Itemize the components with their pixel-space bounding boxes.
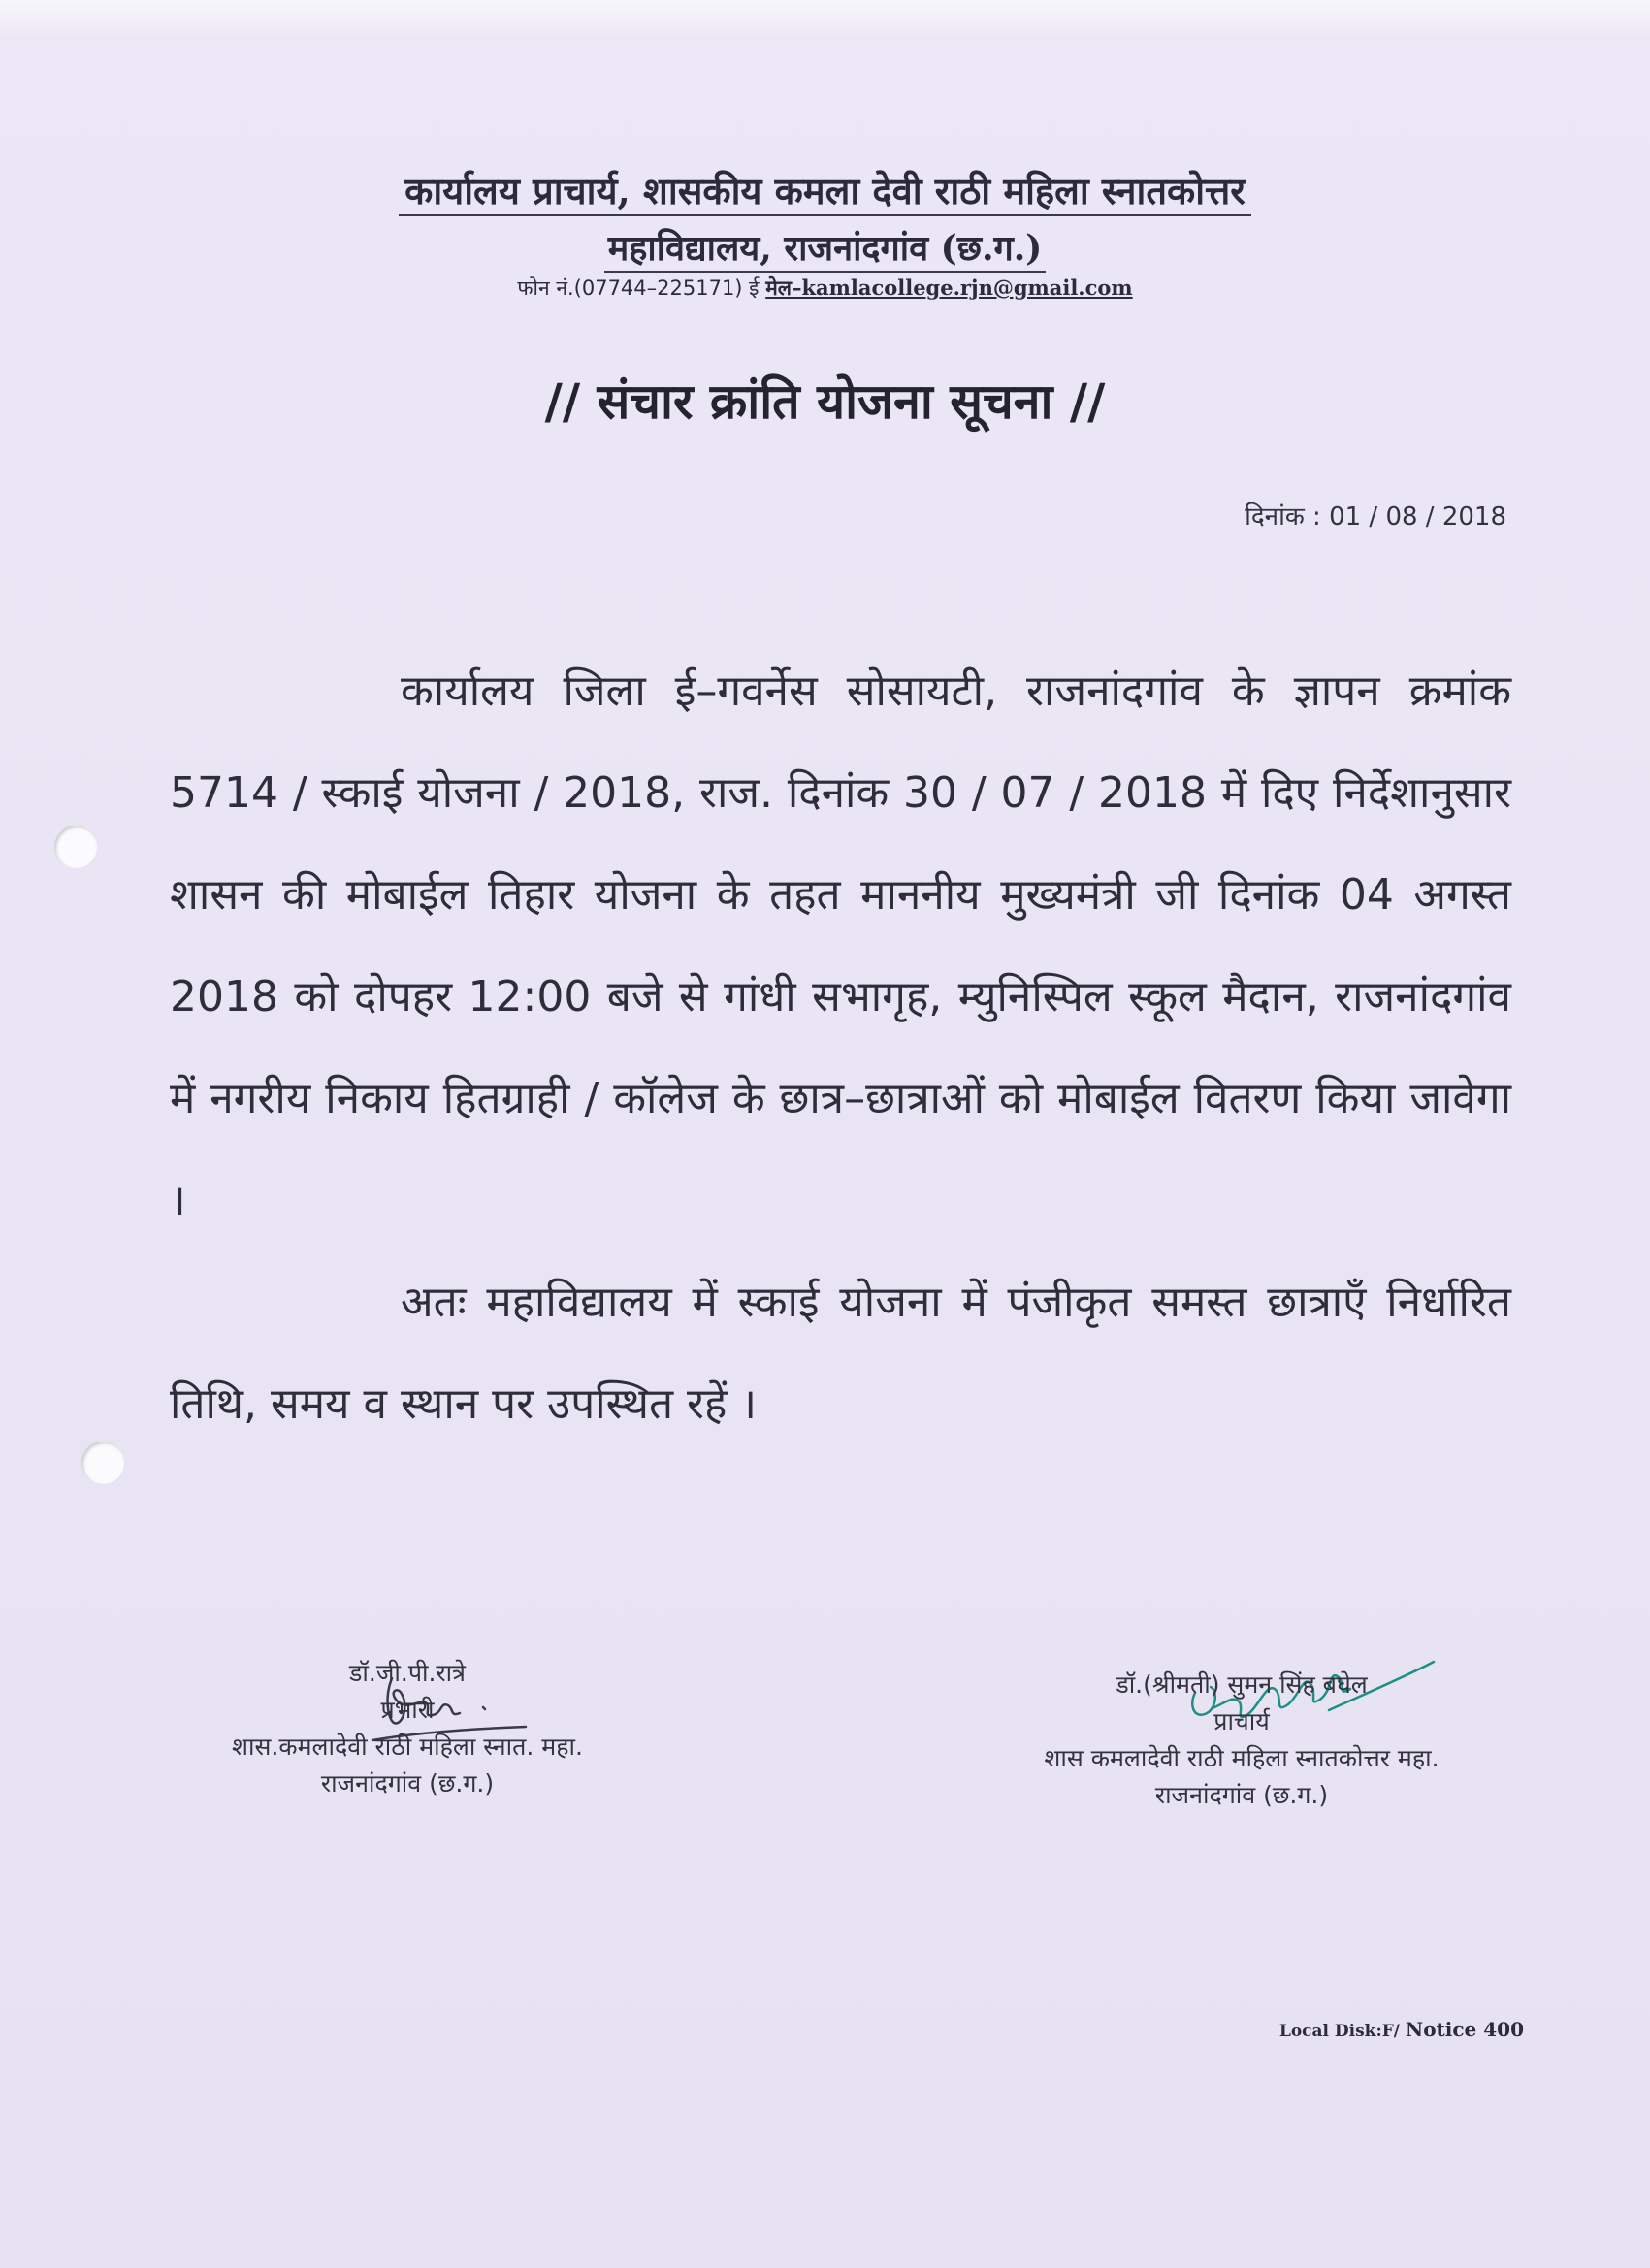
footer-notice-number: Notice 400 <box>1405 2018 1524 2041</box>
signatory-right <box>960 1667 1523 1814</box>
letterhead-college-location: महाविद्यालय, राजनांदगांव (छ.ग.) <box>604 228 1047 273</box>
letterhead-line-2 <box>0 223 1650 271</box>
footer-path: Local Disk:F/ <box>1278 2022 1400 2041</box>
signatory-right-designation: प्राचार्य <box>1213 1707 1270 1735</box>
signatory-right-name: डॉ.(श्रीमती) सुमन सिंह बघेल <box>1116 1670 1368 1699</box>
email-text: मेल–kamlacollege.rjn@gmail.com <box>765 275 1133 300</box>
body-paragraph-2: अतः महाविद्यालय में स्काई योजना में पंजीकृत समस्त छात्राएँ निर्धारित तिथि, समय व स्थान पर उपस्थित रहें । <box>170 1278 1511 1429</box>
signatory-left <box>155 1655 660 1802</box>
letterhead-line-1 <box>0 165 1650 215</box>
signatory-right-location: राजनांदगांव (छ.ग.) <box>1154 1781 1329 1809</box>
footer-reference <box>1279 2018 1524 2041</box>
notice-date: दिनांक : 01 / 08 / 2018 <box>1245 502 1506 532</box>
signatory-left-name: डॉ.जी.पी.रात्रे <box>349 1659 466 1687</box>
notice-body <box>170 640 1511 1455</box>
signatory-left-location: राजनांदगांव (छ.ग.) <box>320 1769 495 1798</box>
signatory-right-institution: शास कमलादेवी राठी महिला स्नातकोत्तर महा. <box>1044 1744 1440 1772</box>
signatory-left-institution: शास.कमलादेवी राठी महिला स्नात. महा. <box>232 1733 583 1761</box>
punch-hole <box>81 1442 124 1484</box>
letterhead-office-title: कार्यालय प्राचार्य, शासकीय कमला देवी राठी महिला स्नातकोत्तर <box>399 169 1251 216</box>
body-paragraph-1: कार्यालय जिला ई–गवर्नेस सोसायटी, राजनांदगांव के ज्ञापन क्रमांक 5714 / स्काई योजना / 2018, राज. दिनांक 30 / 07 / 2018 में दिए निर्देशानुसार शासन की मोबाईल तिहार योजना के तहत माननीय मुख्यमंत्री जी दिनांक 04 अगस्त 2018 को दोपहर 12:00 बजे से गांधी सभागृह, म्युनिस्पिल स्कूल मैदान, राजनांदगांव में नगरीय निकाय हितग्राही / कॉलेज के छात्र–छात्राओं को मोबाईल वितरण किया जावेगा । <box>170 666 1511 1225</box>
notice-title: // संचार क्रांति योजना सूचना // <box>544 373 1106 430</box>
signatory-left-designation: प्रभारी <box>380 1696 435 1724</box>
letterhead-contact <box>0 275 1650 302</box>
phone-text: फोन नं.(07744–225171) ई <box>517 276 760 300</box>
punch-hole <box>54 826 97 868</box>
